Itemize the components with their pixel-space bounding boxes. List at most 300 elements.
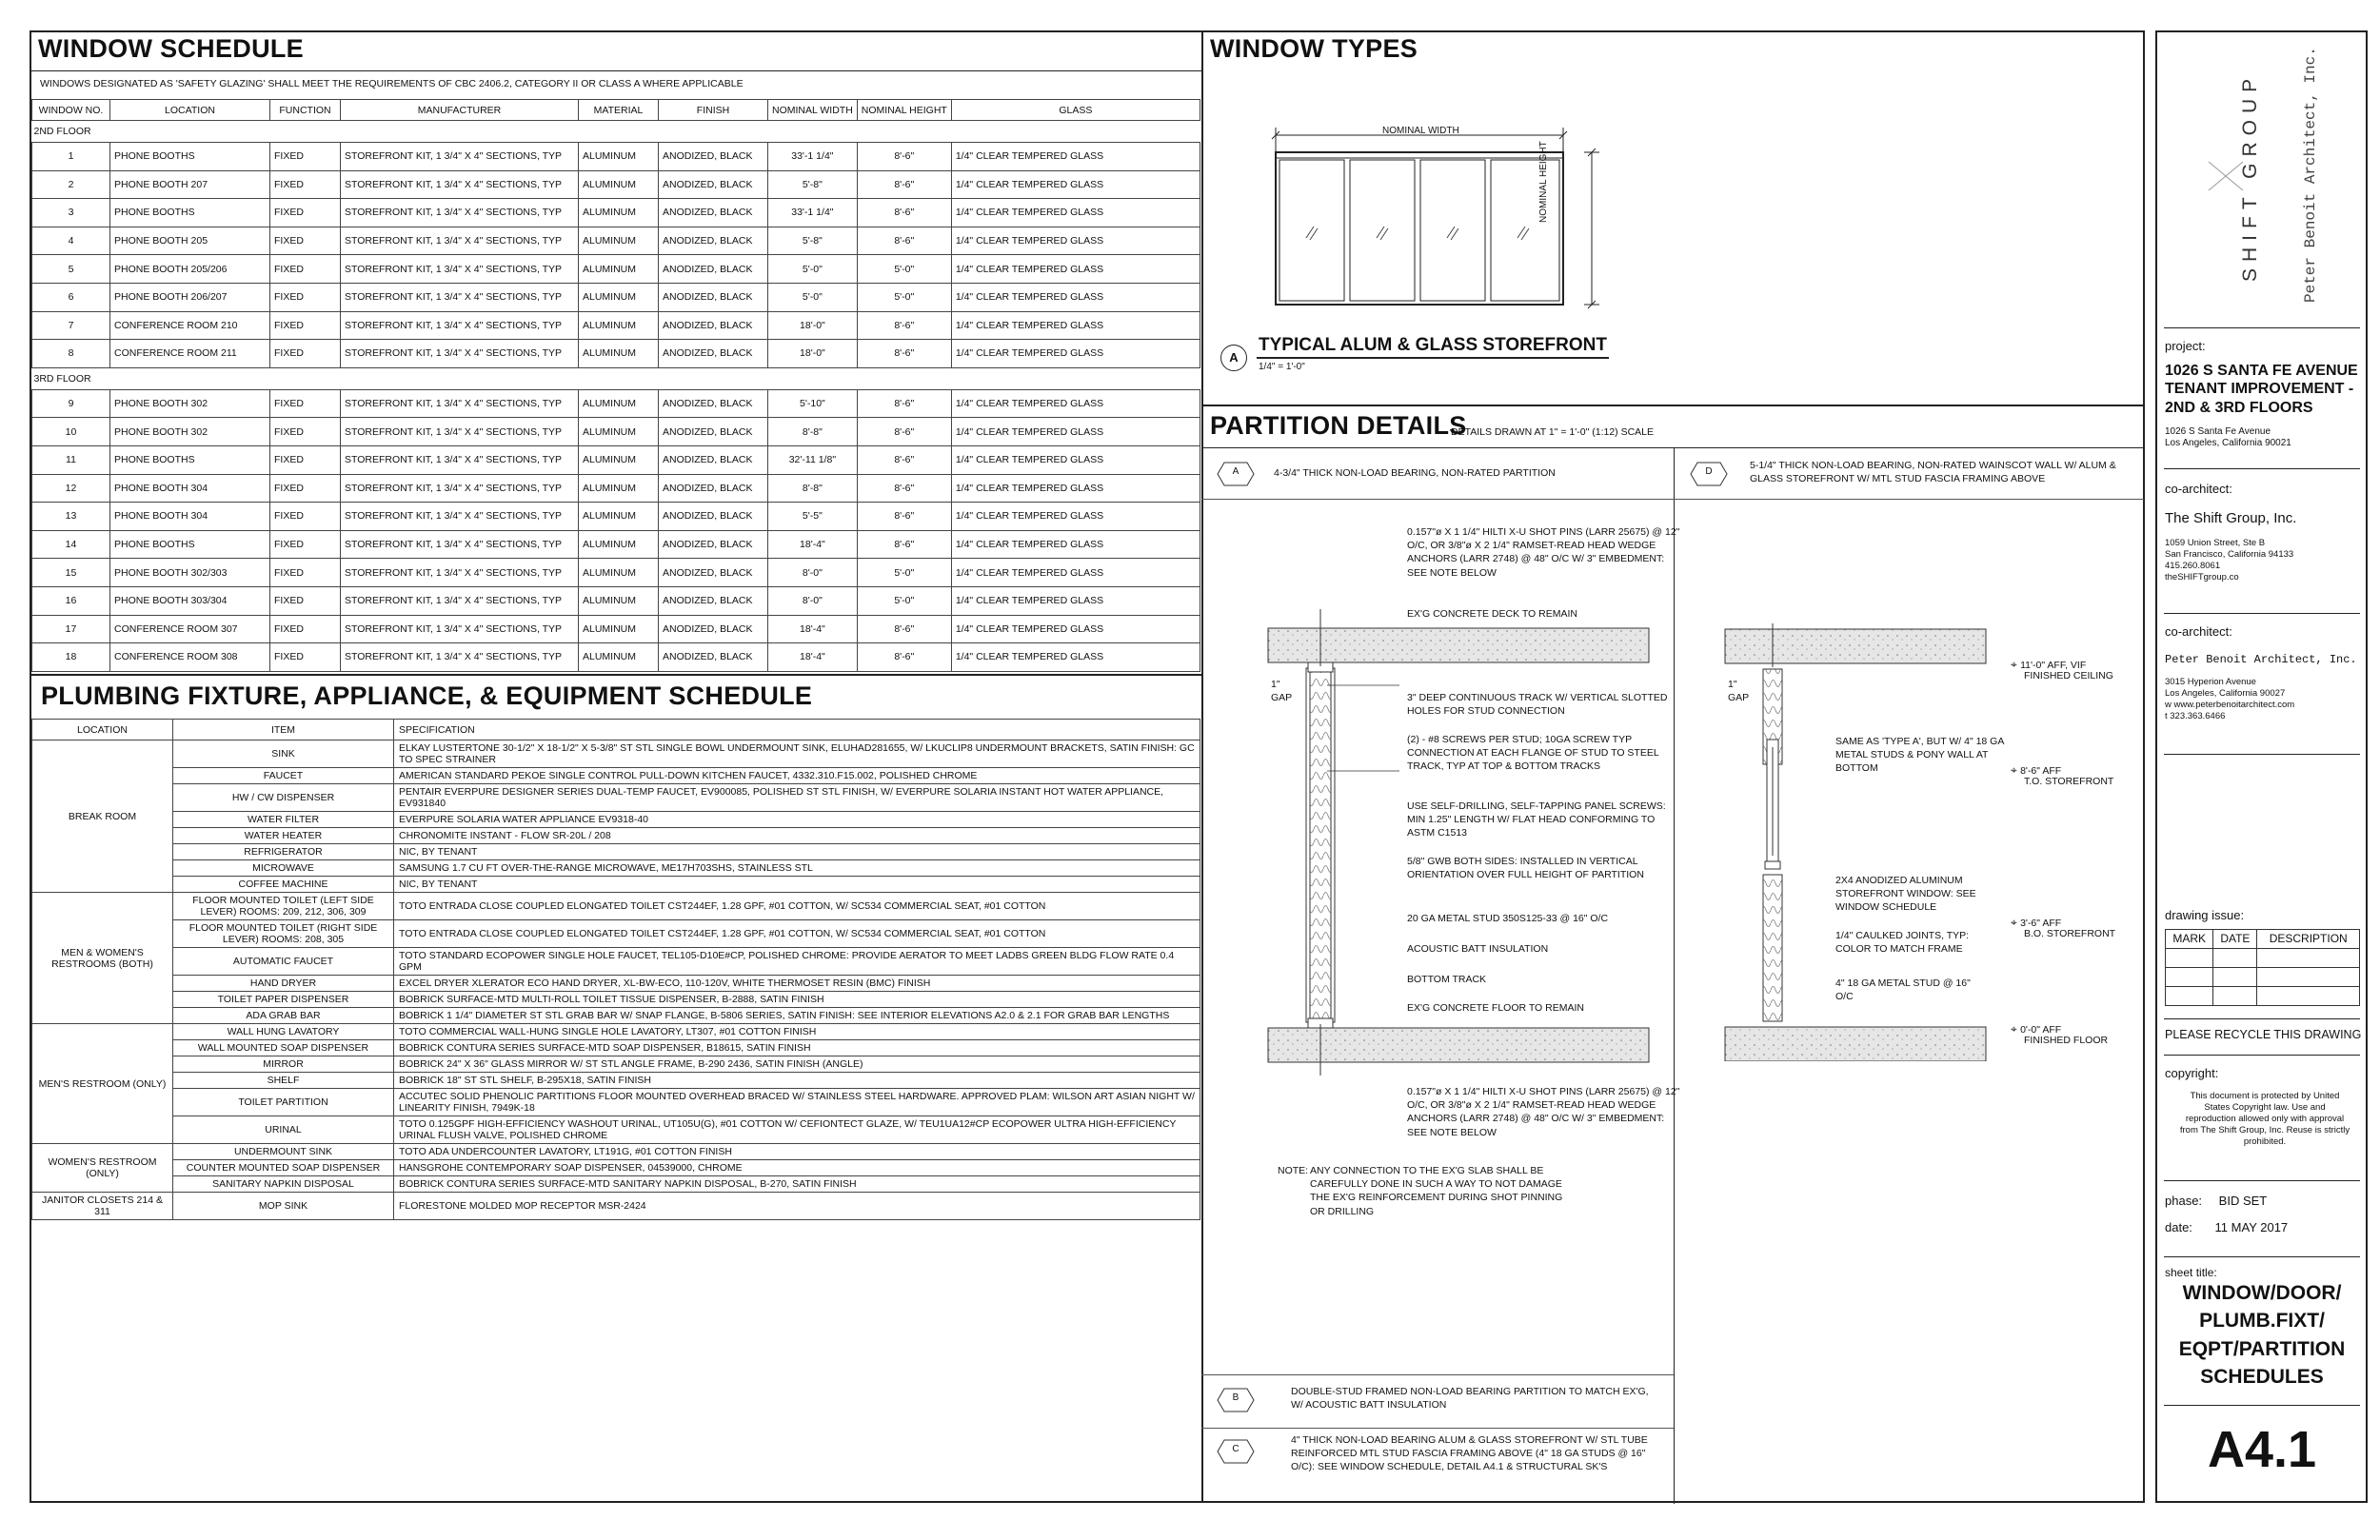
table-row: [32, 255, 1200, 284]
partition-a-header-line: [1201, 499, 2144, 500]
copyright-label: copyright:: [2165, 1066, 2219, 1080]
table-cell: 6: [32, 283, 110, 311]
elevation-marker: [2011, 659, 2113, 681]
location-cell: BREAK ROOM: [32, 740, 173, 893]
table-cell: 10: [32, 418, 110, 446]
project-address-2: Los Angeles, California 90021: [2165, 438, 2291, 449]
item-cell: MOP SINK: [173, 1193, 394, 1220]
table-cell: STOREFRONT KIT, 1 3/4" X 4" SECTIONS, TYP: [341, 615, 579, 643]
table-cell: PHONE BOOTH 304: [110, 503, 270, 531]
table-cell: STOREFRONT KIT, 1 3/4" X 4" SECTIONS, TYP: [341, 586, 579, 615]
table-cell: STOREFRONT KIT, 1 3/4" X 4" SECTIONS, TYP: [341, 283, 579, 311]
table-row: [32, 1056, 1200, 1073]
title-block-project: [2165, 339, 2365, 450]
table-cell: ALUMINUM: [579, 143, 659, 171]
window-schedule-title: WINDOW SCHEDULE: [38, 34, 304, 63]
item-cell: SHELF: [173, 1073, 394, 1089]
table-row: [32, 340, 1200, 368]
table-cell: 8'-6": [857, 143, 951, 171]
table-cell: 1/4" CLEAR TEMPERED GLASS: [951, 418, 1200, 446]
coarch2-details: [2165, 677, 2365, 722]
detail-a-note-label: NOTE:: [1278, 1165, 1309, 1176]
table-cell: ANODIZED, BLACK: [659, 474, 768, 503]
table-cell: PHONE BOOTH 205: [110, 227, 270, 255]
table-cell: 8'-6": [857, 418, 951, 446]
storefront-elevation: [1238, 114, 1637, 324]
table-cell: CONFERENCE ROOM 210: [110, 311, 270, 340]
table-cell: 2: [32, 170, 110, 199]
table-row: [32, 1073, 1200, 1089]
elevation-value: 11'-0" AFF, VIF: [2020, 660, 2087, 671]
item-cell: UNDERMOUNT SINK: [173, 1144, 394, 1160]
detail-a-callout: 5/8" GWB BOTH SIDES: INSTALLED IN VERTICAL ORIENTATION OVER FULL HEIGHT OF PARTITION: [1407, 856, 1644, 881]
detail-b-description: DOUBLE-STUD FRAMED NON-LOAD BEARING PARTITION TO MATCH EX'G, W/ ACOUSTIC BATT INSULATION: [1291, 1386, 1649, 1412]
floor-label: 3RD FLOOR: [32, 367, 1200, 389]
detail-title-underline: [1257, 357, 1609, 359]
table-row: [32, 812, 1200, 828]
spec-cell: BOBRICK CONTURA SERIES SURFACE-MTD SOAP DISPENSER, B18615, SATIN FINISH: [394, 1040, 1200, 1056]
table-cell: ANODIZED, BLACK: [659, 418, 768, 446]
location-cell: MEN & WOMEN'S RESTROOMS (BOTH): [32, 893, 173, 1024]
plumbing-header: [32, 720, 1200, 740]
table-cell: ALUMINUM: [579, 445, 659, 474]
table-cell: FIXED: [270, 586, 341, 615]
drawing-issue-section: [2165, 908, 2365, 1006]
title-underline: [30, 70, 1202, 71]
table-cell: ANODIZED, BLACK: [659, 143, 768, 171]
table-cell: 5'-10": [768, 389, 858, 418]
elevation-label: T.O. STOREFRONT: [2024, 776, 2114, 788]
table-cell: PHONE BOOTHS: [110, 143, 270, 171]
table-cell: 5'-0": [857, 283, 951, 311]
table-cell: 33'-1 1/4": [768, 199, 858, 227]
phase-label: phase:: [2165, 1194, 2203, 1208]
tb-line-8: [2164, 1256, 2360, 1257]
detail-d-callout: 1/4" CAULKED JOINTS, TYP: COLOR TO MATCH FRAME: [1835, 930, 1970, 956]
spec-cell: EVERPURE SOLARIA WATER APPLIANCE EV9318-40: [394, 812, 1200, 828]
table-row: [32, 1176, 1200, 1193]
elevation-label: FINISHED FLOOR: [2024, 1035, 2109, 1047]
table-cell: STOREFRONT KIT, 1 3/4" X 4" SECTIONS, TYP: [341, 503, 579, 531]
project-label: project:: [2165, 339, 2206, 353]
spec-cell: AMERICAN STANDARD PEKOE SINGLE CONTROL PULL-DOWN KITCHEN FAUCET, 4332.310.F15.002, POLISHED CHROME: [394, 768, 1200, 784]
title-block-coarchitect-2: [2165, 624, 2365, 722]
tb-line-7: [2164, 1180, 2360, 1181]
table-cell: ALUMINUM: [579, 474, 659, 503]
coarch1-detail-line: theSHIFTgroup.co: [2165, 571, 2239, 582]
date-row: [2165, 1220, 2288, 1235]
item-cell: MICROWAVE: [173, 860, 394, 877]
table-cell: FIXED: [270, 503, 341, 531]
table-cell: 1/4" CLEAR TEMPERED GLASS: [951, 445, 1200, 474]
item-cell: SINK: [173, 740, 394, 768]
spec-cell: TOTO COMMERCIAL WALL-HUNG SINGLE HOLE LAVATORY, LT307, #01 COTTON FINISH: [394, 1024, 1200, 1040]
detail-a-note: ANY CONNECTION TO THE EX'G SLAB SHALL BE CAREFULLY DONE IN SUCH A WAY TO NOT DAMAGE THE EX'G REINFORCEMENT DURING SHOT PINNING OR DRILLING: [1310, 1165, 1563, 1217]
table-cell: 5'-8": [768, 170, 858, 199]
copyright-section: [2165, 1066, 2365, 1148]
table-cell: ANODIZED, BLACK: [659, 389, 768, 418]
table-cell: 1/4" CLEAR TEMPERED GLASS: [951, 559, 1200, 587]
table-cell: ANODIZED, BLACK: [659, 615, 768, 643]
table-cell: ANODIZED, BLACK: [659, 586, 768, 615]
project-name: 1026 S SANTA FE AVENUE TENANT IMPROVEMENT - 2ND & 3RD FLOORS: [2165, 363, 2358, 416]
spec-cell: TOTO ADA UNDERCOUNTER LAVATORY, LT191G, #01 COTTON FINISH: [394, 1144, 1200, 1160]
detail-c-letter: C: [1232, 1444, 1240, 1454]
table-cell: 18: [32, 643, 110, 672]
table-cell: ANODIZED, BLACK: [659, 530, 768, 559]
table-cell: PHONE BOOTH 302/303: [110, 559, 270, 587]
detail-scale: 1/4" = 1'-0": [1259, 362, 1305, 372]
table-cell: 1/4" CLEAR TEMPERED GLASS: [951, 586, 1200, 615]
spec-cell: TOTO STANDARD ECOPOWER SINGLE HOLE FAUCET, TEL105-D10E#CP, POLISHED CHROME: PROVIDE AERATOR TO MEET LADBS GREEN BLDG FLOW RATE 0.4 GPM: [394, 948, 1200, 976]
table-cell: PHONE BOOTH 303/304: [110, 586, 270, 615]
table-cell: 8'-6": [857, 474, 951, 503]
table-row: [32, 559, 1200, 587]
detail-a-callout: 3" DEEP CONTINUOUS TRACK W/ VERTICAL SLOTTED HOLES FOR STUD CONNECTION: [1407, 692, 1668, 718]
table-cell: 18'-0": [768, 340, 858, 368]
table-row: [32, 143, 1200, 171]
table-cell: ALUMINUM: [579, 311, 659, 340]
table-row: [32, 1024, 1200, 1040]
table-row: [32, 199, 1200, 227]
spec-cell: TOTO ENTRADA CLOSE COUPLED ELONGATED TOILET CST244EF, 1.28 GPF, #01 COTTON, W/ SC534 COMMERCIAL SEAT, #01 COTTON: [394, 920, 1200, 948]
coarch2-detail-line: Los Angeles, California 90027: [2165, 688, 2286, 700]
table-cell: 1: [32, 143, 110, 171]
spec-cell: BOBRICK SURFACE-MTD MULTI-ROLL TOILET TISSUE DISPENSER, B-2888, SATIN FINISH: [394, 992, 1200, 1008]
spec-cell: TOTO 0.125GPF HIGH-EFFICIENCY WASHOUT URINAL, UT105U(G), #01 COTTON W/ CEFIONTECT GLAZE, W/ TEU1UA12#CP ECOPOWER ULTRA HIGH-EFFICIENCY URINAL FLUSH VALVE, POLISHED CHROME: [394, 1116, 1200, 1144]
table-cell: 18'-4": [768, 643, 858, 672]
logo-text: SHIFT GROUP: [2239, 71, 2261, 282]
table-cell: 1/4" CLEAR TEMPERED GLASS: [951, 283, 1200, 311]
detail-a-callout: BOTTOM TRACK: [1407, 974, 1487, 985]
table-cell: 18'-4": [768, 530, 858, 559]
table-cell: ALUMINUM: [579, 586, 659, 615]
coarch1-label: co-architect:: [2165, 482, 2232, 496]
table-cell: CONFERENCE ROOM 307: [110, 615, 270, 643]
spec-cell: BOBRICK 1 1/4" DIAMETER ST STL GRAB BAR W/ SNAP FLANGE, B-5806 SERIES, SATIN FINISH: SEE INTERIOR ELEVATIONS A2.0 & 2.1 FOR GRAB BAR LENGTHS: [394, 1008, 1200, 1024]
table-cell: 5'-0": [857, 586, 951, 615]
coarch2-detail-line: t 323.363.6466: [2165, 710, 2226, 721]
table-cell: ANODIZED, BLACK: [659, 227, 768, 255]
spec-cell: ACCUTEC SOLID PHENOLIC PARTITIONS FLOOR MOUNTED OVERHEAD BRACED W/ STAINLESS STEEL HARDWARE. APPROVED PLAM: WILSON ART ASIAN NIGHT W/ LINEARITY FINISH, 7949K-18: [394, 1089, 1200, 1116]
table-cell: STOREFRONT KIT, 1 3/4" X 4" SECTIONS, TYP: [341, 530, 579, 559]
table-cell: ANODIZED, BLACK: [659, 283, 768, 311]
ws-header-cell: MATERIAL: [579, 100, 659, 121]
table-cell: 8'-6": [857, 199, 951, 227]
elevation-target-icon: ⌖: [2011, 763, 2021, 777]
table-cell: FIXED: [270, 389, 341, 418]
coarch1-name: The Shift Group, Inc.: [2165, 510, 2297, 527]
detail-a-letter: A: [1232, 466, 1240, 477]
detail-b-letter: B: [1232, 1392, 1240, 1403]
table-cell: 8'-6": [857, 340, 951, 368]
sheet-title: WINDOW/DOOR/ PLUMB.FIXT/ EQPT/PARTITION SCHEDULES: [2178, 1282, 2346, 1389]
detail-d-callout: SAME AS 'TYPE A', BUT W/ 4" 18 GA METAL STUDS & PONY WALL AT BOTTOM: [1835, 736, 2004, 775]
table-row: [32, 445, 1200, 474]
table-cell: FIXED: [270, 418, 341, 446]
table-cell: PHONE BOOTH 206/207: [110, 283, 270, 311]
table-cell: 8'-0": [768, 559, 858, 587]
table-cell: FIXED: [270, 283, 341, 311]
location-cell: MEN'S RESTROOM (ONLY): [32, 1024, 173, 1144]
partition-details-title: PARTITION DETAILS: [1210, 411, 1467, 440]
table-cell: 5: [32, 255, 110, 284]
detail-marker-letter: A: [1229, 350, 1239, 365]
table-cell: FIXED: [270, 199, 341, 227]
table-cell: ALUMINUM: [579, 418, 659, 446]
table-cell: FIXED: [270, 170, 341, 199]
coarch1-detail-line: 1059 Union Street, Ste B: [2165, 538, 2266, 548]
table-row: [32, 740, 1200, 768]
table-row: [32, 1008, 1200, 1024]
coarch2-detail-line: 3015 Hyperion Avenue: [2165, 677, 2256, 688]
table-cell: FIXED: [270, 445, 341, 474]
spec-cell: CHRONOMITE INSTANT - FLOW SR-20L / 208: [394, 828, 1200, 844]
table-cell: ANODIZED, BLACK: [659, 643, 768, 672]
table-cell: ALUMINUM: [579, 503, 659, 531]
item-cell: AUTOMATIC FAUCET: [173, 948, 394, 976]
table-cell: STOREFRONT KIT, 1 3/4" X 4" SECTIONS, TYP: [341, 445, 579, 474]
item-cell: WATER HEATER: [173, 828, 394, 844]
item-cell: HW / CW DISPENSER: [173, 784, 394, 812]
nominal-width-label: NOMINAL WIDTH: [1382, 126, 1459, 136]
table-cell: 9: [32, 389, 110, 418]
table-row: [32, 1040, 1200, 1056]
table-cell: CONFERENCE ROOM 211: [110, 340, 270, 368]
detail-marker: [1220, 345, 1247, 371]
table-cell: 33'-1 1/4": [768, 143, 858, 171]
table-cell: 1/4" CLEAR TEMPERED GLASS: [951, 389, 1200, 418]
elevation-marker: [2011, 1023, 2108, 1046]
table-cell: FIXED: [270, 311, 341, 340]
elevation-label: B.O. STOREFRONT: [2024, 928, 2116, 940]
detail-title: TYPICAL ALUM & GLASS STOREFRONT: [1259, 335, 1607, 355]
elevation-value: 3'-6" AFF: [2020, 918, 2062, 929]
table-cell: 8'-8": [768, 474, 858, 503]
tb-line-9: [2164, 1405, 2360, 1406]
detail-a-callout: 20 GA METAL STUD 350S125-33 @ 16" O/C: [1407, 913, 1609, 924]
table-cell: 1/4" CLEAR TEMPERED GLASS: [951, 340, 1200, 368]
table-cell: 8'-8": [768, 418, 858, 446]
table-cell: 11: [32, 445, 110, 474]
table-row: [32, 893, 1200, 920]
table-cell: STOREFRONT KIT, 1 3/4" X 4" SECTIONS, TYP: [341, 143, 579, 171]
table-cell: STOREFRONT KIT, 1 3/4" X 4" SECTIONS, TYP: [341, 311, 579, 340]
tb-line-3: [2164, 613, 2360, 614]
table-cell: 16: [32, 586, 110, 615]
table-cell: STOREFRONT KIT, 1 3/4" X 4" SECTIONS, TYP: [341, 170, 579, 199]
drawing-issue-label: drawing issue:: [2165, 908, 2245, 922]
table-cell: 8'-6": [857, 227, 951, 255]
ws-header-cell: NOMINAL HEIGHT: [857, 100, 951, 121]
table-row: [32, 1144, 1200, 1160]
spec-cell: NIC, BY TENANT: [394, 877, 1200, 893]
table-cell: ANODIZED, BLACK: [659, 503, 768, 531]
spec-cell: BOBRICK 18" ST STL SHELF, B-295X18, SATIN FINISH: [394, 1073, 1200, 1089]
project-address-1: 1026 S Santa Fe Avenue: [2165, 425, 2271, 437]
title-block-coarchitect-1: [2165, 482, 2365, 583]
table-cell: 15: [32, 559, 110, 587]
table-cell: 1/4" CLEAR TEMPERED GLASS: [951, 474, 1200, 503]
table-row: [32, 615, 1200, 643]
spec-cell: HANSGROHE CONTEMPORARY SOAP DISPENSER, 04539000, CHROME: [394, 1160, 1200, 1176]
phase-row: [2165, 1194, 2267, 1209]
table-cell: PHONE BOOTH 302: [110, 389, 270, 418]
table-cell: ALUMINUM: [579, 170, 659, 199]
table-cell: 8'-0": [768, 586, 858, 615]
table-row: [32, 283, 1200, 311]
table-cell: ANODIZED, BLACK: [659, 340, 768, 368]
item-cell: WATER FILTER: [173, 812, 394, 828]
table-cell: ANODIZED, BLACK: [659, 199, 768, 227]
table-cell: ALUMINUM: [579, 559, 659, 587]
table-cell: 8: [32, 340, 110, 368]
location-cell: JANITOR CLOSETS 214 & 311: [32, 1193, 173, 1220]
table-cell: 12: [32, 474, 110, 503]
table-row: [32, 227, 1200, 255]
detail-a-callout: (2) - #8 SCREWS PER STUD; 10GA SCREW TYP CONNECTION AT EACH FLANGE OF STUD TO STEEL TRACK, TYP AT TOP & BOTTOM TRACKS: [1407, 734, 1659, 773]
item-cell: HAND DRYER: [173, 976, 394, 992]
detail-d-callout: 4" 18 GA METAL STUD @ 16" O/C: [1835, 977, 1971, 1003]
table-cell: 8'-6": [857, 170, 951, 199]
item-cell: WALL MOUNTED SOAP DISPENSER: [173, 1040, 394, 1056]
detail-d-gap: 1" GAP: [1728, 679, 1750, 704]
spec-cell: SAMSUNG 1.7 CU FT OVER-THE-RANGE MICROWAVE, ME17H703SHS, STAINLESS STL: [394, 860, 1200, 877]
table-cell: 32'-11 1/8": [768, 445, 858, 474]
table-cell: STOREFRONT KIT, 1 3/4" X 4" SECTIONS, TYP: [341, 643, 579, 672]
elevation-target-icon: ⌖: [2011, 916, 2021, 929]
item-cell: TOILET PAPER DISPENSER: [173, 992, 394, 1008]
sheet-number: A4.1: [2207, 1421, 2317, 1478]
plumbing-header-cell: LOCATION: [32, 720, 173, 740]
drawing-issue-table: [2165, 929, 2360, 1006]
table-cell: 1/4" CLEAR TEMPERED GLASS: [951, 170, 1200, 199]
table-row: [32, 418, 1200, 446]
coarch1-details: [2165, 538, 2365, 583]
coarch1-detail-line: 415.260.8061: [2165, 560, 2221, 571]
elevation-target-icon: ⌖: [2011, 658, 2021, 671]
table-cell: FIXED: [270, 615, 341, 643]
coarch1-detail-line: San Francisco, California 94133: [2165, 548, 2294, 560]
elevation-marker: [2011, 917, 2115, 939]
spec-cell: BOBRICK 24" X 36" GLASS MIRROR W/ ST STL ANGLE FRAME, B-290 2436, SATIN FINISH (ANGLE): [394, 1056, 1200, 1073]
table-cell: STOREFRONT KIT, 1 3/4" X 4" SECTIONS, TYP: [341, 418, 579, 446]
table-cell: 1/4" CLEAR TEMPERED GLASS: [951, 530, 1200, 559]
table-cell: ANODIZED, BLACK: [659, 255, 768, 284]
detail-d-callout: 2X4 ANODIZED ALUMINUM STOREFRONT WINDOW: SEE WINDOW SCHEDULE: [1835, 875, 1976, 914]
coarch2-detail-line: w www.peterbenoitarchitect.com: [2165, 700, 2295, 710]
table-cell: FIXED: [270, 255, 341, 284]
detail-a-callout: 0.157"ø X 1 1/4" HILTI X-U SHOT PINS (LARR 25675) @ 12" O/C, OR 3/8"ø X 2 1/4" RAMSET-READ HEAD WEDGE ANCHORS (LARR 2748) @ 48" O/C W/ 3" EMBEDMENT: SEE NOTE BELOW: [1407, 1086, 1680, 1138]
location-cell: WOMEN'S RESTROOM (ONLY): [32, 1144, 173, 1193]
table-row: [32, 389, 1200, 418]
table-cell: 5'-0": [857, 255, 951, 284]
elevation-value: 0'-0" AFF: [2020, 1024, 2062, 1036]
ws-header-cell: MANUFACTURER: [341, 100, 579, 121]
table-cell: 18'-0": [768, 311, 858, 340]
table-row: [32, 530, 1200, 559]
detail-a-callout: ACOUSTIC BATT INSULATION: [1407, 943, 1549, 955]
table-cell: 1/4" CLEAR TEMPERED GLASS: [951, 227, 1200, 255]
table-cell: ALUMINUM: [579, 340, 659, 368]
table-cell: 1/4" CLEAR TEMPERED GLASS: [951, 143, 1200, 171]
table-cell: ALUMINUM: [579, 389, 659, 418]
table-cell: 5'-0": [857, 559, 951, 587]
table-cell: ALUMINUM: [579, 643, 659, 672]
table-row: [32, 948, 1200, 976]
table-row: [32, 992, 1200, 1008]
table-cell: 8'-6": [857, 389, 951, 418]
table-cell: 8'-6": [857, 445, 951, 474]
detail-d-description: 5-1/4" THICK NON-LOAD BEARING, NON-RATED WAINSCOT WALL W/ ALUM & GLASS STOREFRONT W/ MTL STUD FASCIA FRAMING ABOVE: [1750, 460, 2116, 485]
tb-line-6: [2164, 1055, 2360, 1056]
architect-vertical-name: Peter Benoit Architect, Inc.: [2302, 47, 2319, 303]
table-cell: ALUMINUM: [579, 199, 659, 227]
elevation-label: FINISHED CEILING: [2024, 670, 2113, 682]
table-cell: 8'-6": [857, 615, 951, 643]
table-cell: 5'-5": [768, 503, 858, 531]
detail-a-callout: USE SELF-DRILLING, SELF-TAPPING PANEL SCREWS: MIN 1.25" LENGTH W/ FLAT HEAD CONFORMING TO ASTM C1513: [1407, 800, 1666, 839]
tb-line-5: [2164, 1018, 2360, 1019]
table-cell: ANODIZED, BLACK: [659, 445, 768, 474]
plumbing-header-cell: SPECIFICATION: [394, 720, 1200, 740]
floor-label: 2ND FLOOR: [32, 121, 1200, 143]
table-row: [32, 844, 1200, 860]
partition-details-subtitle: DETAILS DRAWN AT 1" = 1'-0" (1:12) SCALE: [1451, 426, 1655, 438]
table-cell: 8'-6": [857, 503, 951, 531]
table-cell: FIXED: [270, 530, 341, 559]
item-cell: FAUCET: [173, 768, 394, 784]
detail-a-callout: EX'G CONCRETE DECK TO REMAIN: [1407, 608, 1577, 620]
item-cell: REFRIGERATOR: [173, 844, 394, 860]
table-cell: ALUMINUM: [579, 255, 659, 284]
floor-group-row: [32, 121, 1200, 143]
ws-header-cell: FUNCTION: [270, 100, 341, 121]
elevation-marker: [2011, 764, 2113, 787]
table-row: [32, 976, 1200, 992]
table-cell: STOREFRONT KIT, 1 3/4" X 4" SECTIONS, TYP: [341, 474, 579, 503]
table-row: [32, 860, 1200, 877]
table-cell: 5'-8": [768, 227, 858, 255]
item-cell: URINAL: [173, 1116, 394, 1144]
window-types-title: WINDOW TYPES: [1210, 34, 1418, 63]
tb-line-2: [2164, 468, 2360, 469]
tb-line-1: [2164, 327, 2360, 328]
table-row: [32, 503, 1200, 531]
table-cell: PHONE BOOTHS: [110, 530, 270, 559]
table-row: [32, 920, 1200, 948]
table-cell: STOREFRONT KIT, 1 3/4" X 4" SECTIONS, TYP: [341, 559, 579, 587]
item-cell: FLOOR MOUNTED TOILET (RIGHT SIDE LEVER) ROOMS: 208, 305: [173, 920, 394, 948]
table-cell: 17: [32, 615, 110, 643]
ws-header-cell: LOCATION: [110, 100, 270, 121]
table-row: [32, 474, 1200, 503]
detail-a-description: 4-3/4" THICK NON-LOAD BEARING, NON-RATED PARTITION: [1274, 467, 1556, 479]
table-cell: ANODIZED, BLACK: [659, 559, 768, 587]
table-row: [32, 170, 1200, 199]
table-cell: PHONE BOOTH 304: [110, 474, 270, 503]
table-row: [32, 828, 1200, 844]
table-cell: ALUMINUM: [579, 227, 659, 255]
table-cell: STOREFRONT KIT, 1 3/4" X 4" SECTIONS, TYP: [341, 255, 579, 284]
ws-header-cell: NOMINAL WIDTH: [768, 100, 858, 121]
table-row: [32, 1193, 1200, 1220]
table-cell: ANODIZED, BLACK: [659, 170, 768, 199]
table-row: [32, 311, 1200, 340]
table-cell: 7: [32, 311, 110, 340]
table-cell: FIXED: [270, 143, 341, 171]
elevation-value: 8'-6" AFF: [2020, 765, 2062, 777]
